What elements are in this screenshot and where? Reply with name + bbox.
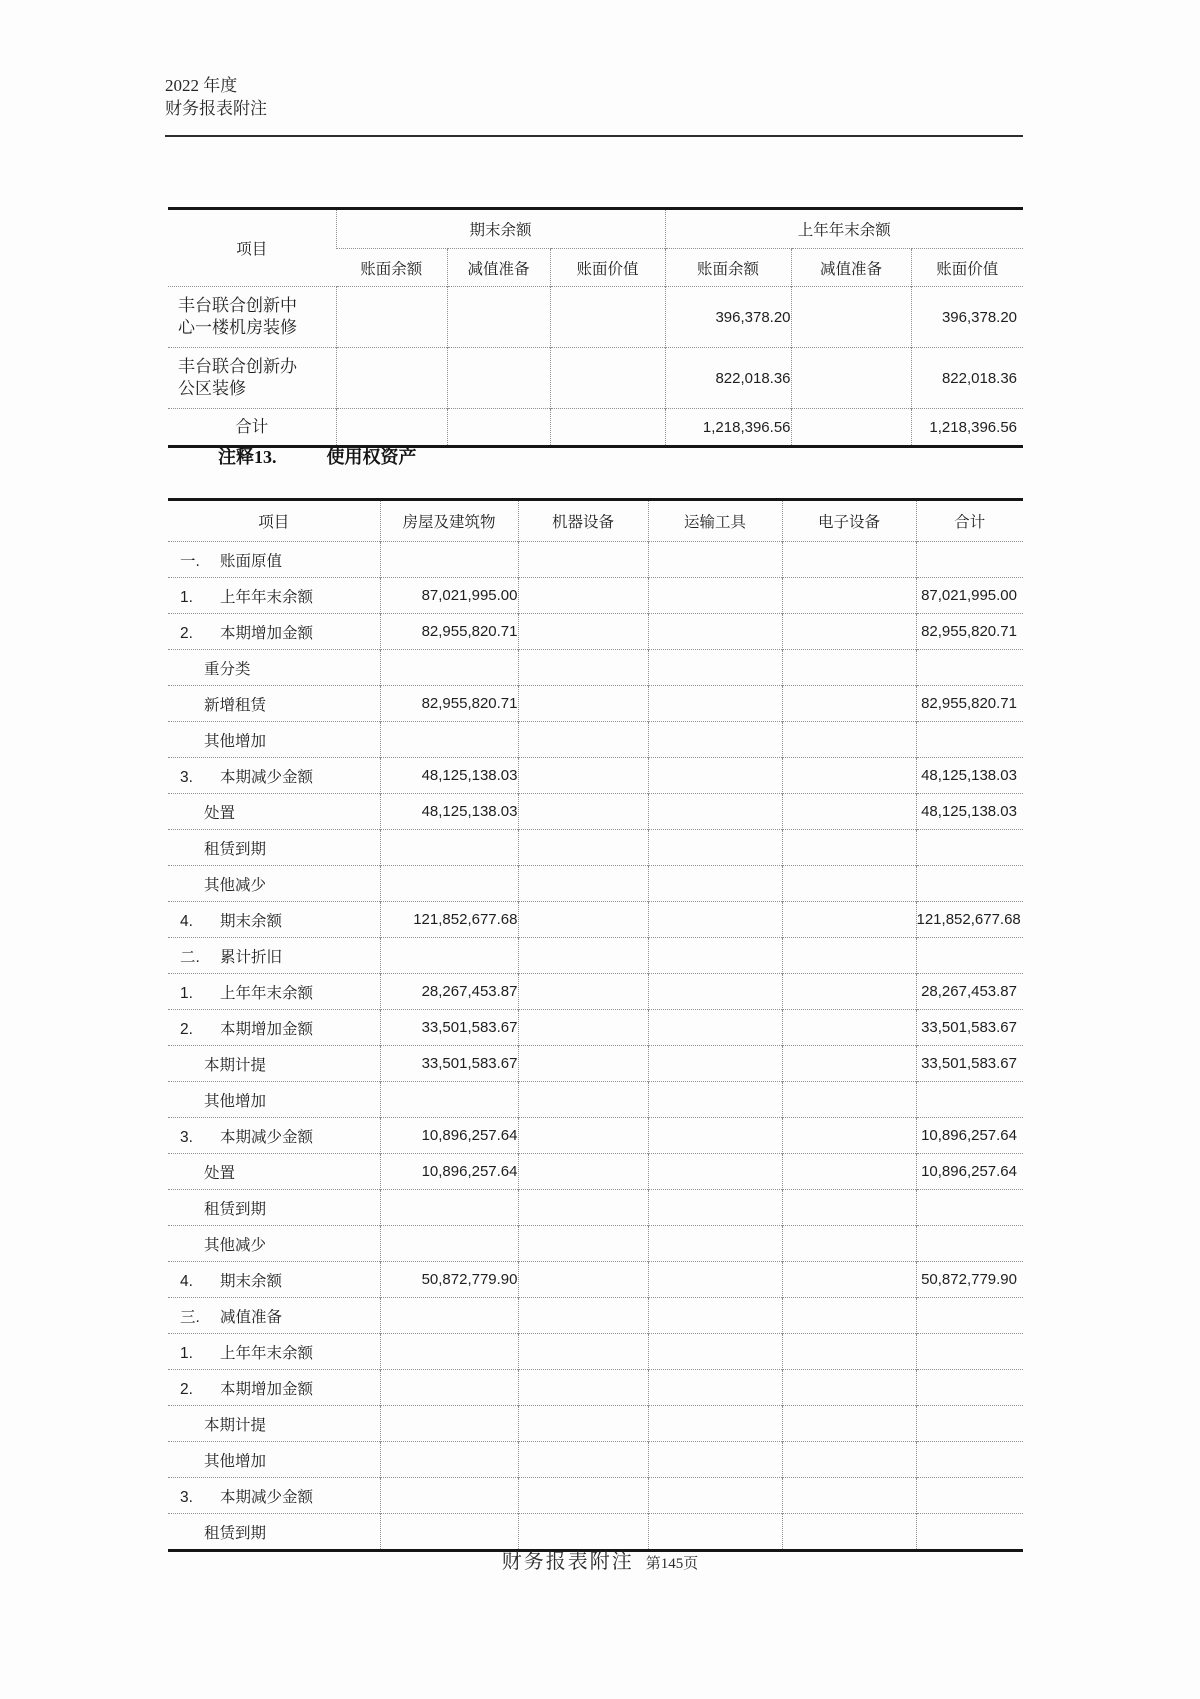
value-cell (380, 1406, 518, 1442)
table-row (168, 614, 1023, 650)
value-cell (648, 758, 782, 794)
value-cell (518, 1370, 648, 1406)
value-cell (380, 1370, 518, 1406)
row-label: 本期增加金额 (220, 1380, 314, 1398)
table-row (168, 938, 1023, 974)
value-cell (648, 650, 782, 686)
value-cell: 33,501,583.67 (916, 1010, 1023, 1046)
value-cell (782, 1226, 916, 1262)
value-cell (648, 794, 782, 830)
table-row (168, 542, 1023, 578)
value-cell: 82,955,820.71 (916, 614, 1023, 650)
value-cell (518, 830, 648, 866)
table-row (168, 1334, 1023, 1370)
table-row (168, 1478, 1023, 1514)
value-cell (648, 1334, 782, 1370)
value-cell (518, 650, 648, 686)
value-cell (380, 1478, 518, 1514)
value-cell (648, 938, 782, 974)
value-cell (550, 348, 665, 409)
item-name-cell (168, 542, 380, 578)
value-cell (916, 1082, 1023, 1118)
footer-title: 财务报表附注 (501, 1551, 634, 1573)
row-label: 租赁到期 (204, 840, 267, 858)
table-row (168, 830, 1023, 866)
row-label: 账面原值 (220, 552, 283, 570)
value-cell (782, 974, 916, 1010)
value-cell (782, 722, 916, 758)
item-name-cell (168, 866, 380, 902)
value-cell (648, 830, 782, 866)
value-cell: 10,896,257.64 (380, 1154, 518, 1190)
value-cell (380, 1190, 518, 1226)
value-cell (380, 722, 518, 758)
row-label: 其他减少 (204, 876, 267, 894)
value-cell: 10,896,257.64 (380, 1118, 518, 1154)
value-cell (782, 578, 916, 614)
table-row (168, 794, 1023, 830)
row-prefix: 3. (180, 1128, 193, 1146)
item-name-cell (168, 1226, 380, 1262)
column-header-electronics: 电子设备 (782, 500, 916, 542)
value-cell (916, 1478, 1023, 1514)
item-name-cell (168, 1154, 380, 1190)
value-cell (518, 1406, 648, 1442)
value-cell (916, 1298, 1023, 1334)
header-year-line: 2022 年度 (165, 76, 238, 95)
row-label: 本期增加金额 (220, 1020, 314, 1038)
value-cell: 87,021,995.00 (916, 578, 1023, 614)
value-cell (518, 542, 648, 578)
column-header-item: 项目 (236, 241, 268, 258)
value-cell (782, 1010, 916, 1046)
value-cell: 87,021,995.00 (380, 578, 518, 614)
item-name-cell (168, 578, 380, 614)
item-name-cell (168, 1406, 380, 1442)
value-cell (916, 1442, 1023, 1478)
value-cell (782, 686, 916, 722)
item-name-cell (168, 758, 380, 794)
value-cell: 396,378.20 (665, 287, 791, 348)
value-cell: 822,018.36 (665, 348, 791, 409)
value-cell (782, 1334, 916, 1370)
value-cell: 48,125,138.03 (916, 794, 1023, 830)
value-cell: 33,501,583.67 (380, 1010, 518, 1046)
row-label: 租赁到期 (204, 1524, 267, 1542)
column-header-total: 合计 (916, 500, 1023, 542)
value-cell (518, 938, 648, 974)
value-cell (916, 650, 1023, 686)
value-cell (380, 1298, 518, 1334)
row-prefix: 4. (180, 912, 193, 930)
subheader-impairment: 减值准备 (791, 249, 911, 287)
row-prefix: 3. (180, 768, 193, 786)
value-cell (518, 1298, 648, 1334)
value-cell (380, 938, 518, 974)
table-row (168, 974, 1023, 1010)
table-row (168, 1118, 1023, 1154)
item-name-cell (168, 974, 380, 1010)
row-label: 其他增加 (204, 1452, 267, 1470)
value-cell (791, 287, 911, 348)
table-row (168, 1082, 1023, 1118)
item-name-cell (168, 1190, 380, 1226)
value-cell (518, 1334, 648, 1370)
value-cell (380, 650, 518, 686)
item-name-cell (168, 1046, 380, 1082)
row-label: 期末余额 (220, 1272, 283, 1290)
value-cell (518, 1226, 648, 1262)
footer-page-number: 第145页 (645, 1556, 699, 1572)
value-cell (916, 1406, 1023, 1442)
value-cell (916, 938, 1023, 974)
value-cell (518, 686, 648, 722)
row-label: 上年年末余额 (220, 1344, 314, 1362)
value-cell (782, 830, 916, 866)
value-cell: 822,018.36 (911, 348, 1023, 409)
value-cell: 121,852,677.68 (380, 902, 518, 938)
value-cell (550, 409, 665, 447)
value-cell: 396,378.20 (911, 287, 1023, 348)
header-title-line: 财务报表附注 (165, 99, 267, 118)
value-cell (916, 830, 1023, 866)
value-cell (916, 1226, 1023, 1262)
row-label: 本期减少金额 (220, 1128, 314, 1146)
item-name-cell (168, 1442, 380, 1478)
value-cell (782, 902, 916, 938)
value-cell (782, 650, 916, 686)
value-cell: 10,896,257.64 (916, 1154, 1023, 1190)
subheader-book-balance: 账面余额 (336, 249, 447, 287)
item-name-cell (168, 1118, 380, 1154)
table-row (168, 287, 1023, 348)
value-cell (782, 1154, 916, 1190)
table-header-row (168, 500, 1023, 542)
value-cell (550, 287, 665, 348)
value-cell (782, 1046, 916, 1082)
value-cell (380, 1442, 518, 1478)
value-cell (518, 1082, 648, 1118)
value-cell (648, 1406, 782, 1442)
subheader-book-value: 账面价值 (911, 249, 1023, 287)
value-cell (791, 409, 911, 447)
value-cell (648, 722, 782, 758)
value-cell (648, 542, 782, 578)
column-group-prior-year-balance: 上年年末余额 (665, 209, 1023, 249)
value-cell (648, 1442, 782, 1478)
value-cell: 121,852,677.68 (916, 902, 1023, 938)
value-cell (648, 1478, 782, 1514)
value-cell (782, 1118, 916, 1154)
value-cell: 48,125,138.03 (380, 794, 518, 830)
note13-number: 注释13. (218, 447, 277, 467)
column-header-buildings: 房屋及建筑物 (380, 500, 518, 542)
table-row (168, 1370, 1023, 1406)
value-cell (518, 1010, 648, 1046)
row-prefix: 1. (180, 984, 193, 1002)
note13-heading (218, 443, 417, 469)
table-row (168, 1154, 1023, 1190)
value-cell (782, 938, 916, 974)
page-header (165, 74, 267, 120)
item-name-cell (168, 794, 380, 830)
value-cell (648, 1190, 782, 1226)
value-cell (380, 1334, 518, 1370)
value-cell (518, 578, 648, 614)
subheader-impairment: 减值准备 (447, 249, 550, 287)
value-cell (447, 409, 550, 447)
value-cell (648, 686, 782, 722)
value-cell (518, 614, 648, 650)
value-cell (336, 348, 447, 409)
value-cell (782, 794, 916, 830)
table-row (168, 902, 1023, 938)
item-name-cell (168, 1334, 380, 1370)
row-label: 租赁到期 (204, 1200, 267, 1218)
value-cell: 1,218,396.56 (911, 409, 1023, 447)
item-name-cell: 丰台联合创新办公区装修 (168, 348, 336, 409)
value-cell (648, 974, 782, 1010)
value-cell (380, 1226, 518, 1262)
table-header-row (168, 209, 1023, 249)
value-cell (782, 1370, 916, 1406)
subheader-book-balance: 账面余额 (665, 249, 791, 287)
value-cell (648, 1082, 782, 1118)
value-cell: 1,218,396.56 (665, 409, 791, 447)
row-label: 本期计提 (204, 1416, 267, 1434)
row-label: 其他增加 (204, 732, 267, 750)
table-row (168, 1298, 1023, 1334)
row-label: 重分类 (204, 660, 251, 678)
value-cell: 50,872,779.90 (380, 1262, 518, 1298)
table-row (168, 650, 1023, 686)
value-cell (782, 1406, 916, 1442)
row-prefix: 2. (180, 1020, 193, 1038)
value-cell (782, 866, 916, 902)
row-label: 减值准备 (220, 1308, 283, 1326)
item-name-cell (168, 686, 380, 722)
value-cell: 48,125,138.03 (380, 758, 518, 794)
value-cell (518, 974, 648, 1010)
value-cell (336, 287, 447, 348)
row-prefix: 1. (180, 588, 193, 606)
table-row (168, 409, 1023, 447)
row-prefix: 2. (180, 624, 193, 642)
value-cell (518, 1154, 648, 1190)
value-cell (916, 1370, 1023, 1406)
value-cell (782, 1442, 916, 1478)
subheader-book-value: 账面价值 (550, 249, 665, 287)
table-row (168, 348, 1023, 409)
item-name-cell (168, 1010, 380, 1046)
item-name-cell (168, 722, 380, 758)
value-cell (518, 902, 648, 938)
column-group-ending-balance: 期末余额 (336, 209, 665, 249)
value-cell (380, 542, 518, 578)
value-cell: 28,267,453.87 (380, 974, 518, 1010)
value-cell (782, 1082, 916, 1118)
value-cell (782, 614, 916, 650)
value-cell: 50,872,779.90 (916, 1262, 1023, 1298)
item-name-cell (168, 1478, 380, 1514)
note13-title: 使用权资产 (326, 447, 417, 467)
value-cell (916, 866, 1023, 902)
item-name-cell (168, 650, 380, 686)
table-row (168, 1406, 1023, 1442)
page-footer (0, 1545, 1200, 1574)
right-of-use-assets-table (168, 498, 1023, 1552)
value-cell (782, 1190, 916, 1226)
row-label: 上年年末余额 (220, 984, 314, 1002)
fixtures-balance-table (168, 207, 1023, 448)
value-cell (782, 1262, 916, 1298)
value-cell (648, 1010, 782, 1046)
item-name-cell (168, 830, 380, 866)
item-name-cell (168, 1262, 380, 1298)
row-prefix: 二. (180, 948, 200, 966)
value-cell: 48,125,138.03 (916, 758, 1023, 794)
table-row (168, 722, 1023, 758)
row-prefix: 2. (180, 1380, 193, 1398)
value-cell: 33,501,583.67 (916, 1046, 1023, 1082)
value-cell (916, 1334, 1023, 1370)
value-cell (518, 794, 648, 830)
header-rule (165, 135, 1023, 137)
value-cell (782, 758, 916, 794)
row-label: 处置 (204, 804, 236, 822)
value-cell (380, 830, 518, 866)
item-name-cell (168, 1370, 380, 1406)
value-cell (518, 758, 648, 794)
value-cell (380, 866, 518, 902)
table-row (168, 1046, 1023, 1082)
row-label: 新增租赁 (204, 696, 267, 714)
table-row (168, 686, 1023, 722)
value-cell (782, 542, 916, 578)
value-cell (518, 1190, 648, 1226)
row-prefix: 一. (180, 552, 200, 570)
table-row (168, 758, 1023, 794)
value-cell (518, 866, 648, 902)
table-row (168, 866, 1023, 902)
value-cell (916, 722, 1023, 758)
value-cell (648, 1046, 782, 1082)
value-cell: 10,896,257.64 (916, 1118, 1023, 1154)
value-cell: 33,501,583.67 (380, 1046, 518, 1082)
row-label: 上年年末余额 (220, 588, 314, 606)
value-cell (782, 1298, 916, 1334)
value-cell (791, 348, 911, 409)
total-row-label: 合计 (168, 409, 336, 447)
value-cell (447, 287, 550, 348)
value-cell (916, 1190, 1023, 1226)
row-label: 其他减少 (204, 1236, 267, 1254)
column-header-item: 项目 (258, 514, 290, 531)
table-row (168, 1262, 1023, 1298)
value-cell: 28,267,453.87 (916, 974, 1023, 1010)
value-cell: 82,955,820.71 (380, 686, 518, 722)
value-cell (648, 614, 782, 650)
value-cell (518, 1442, 648, 1478)
column-header-machinery: 机器设备 (518, 500, 648, 542)
table-row (168, 1190, 1023, 1226)
row-label: 本期增加金额 (220, 624, 314, 642)
table-row (168, 1442, 1023, 1478)
value-cell (648, 1298, 782, 1334)
value-cell (648, 1370, 782, 1406)
row-label: 本期减少金额 (220, 1488, 314, 1506)
value-cell (518, 1262, 648, 1298)
row-label: 处置 (204, 1164, 236, 1182)
column-header-vehicles: 运输工具 (648, 500, 782, 542)
row-prefix: 3. (180, 1488, 193, 1506)
value-cell (518, 722, 648, 758)
value-cell (518, 1118, 648, 1154)
value-cell (518, 1478, 648, 1514)
value-cell (336, 409, 447, 447)
row-label: 累计折旧 (220, 948, 283, 966)
value-cell (648, 866, 782, 902)
value-cell (648, 902, 782, 938)
value-cell (648, 1154, 782, 1190)
value-cell (782, 1478, 916, 1514)
row-prefix: 三. (180, 1308, 200, 1326)
item-name-cell (168, 938, 380, 974)
value-cell (648, 1118, 782, 1154)
row-label: 期末余额 (220, 912, 283, 930)
item-name-cell: 丰台联合创新中心一楼机房装修 (168, 287, 336, 348)
item-name-cell (168, 614, 380, 650)
row-prefix: 1. (180, 1344, 193, 1362)
value-cell (447, 348, 550, 409)
row-label: 本期减少金额 (220, 768, 314, 786)
value-cell (648, 1262, 782, 1298)
row-label: 其他增加 (204, 1092, 267, 1110)
value-cell: 82,955,820.71 (916, 686, 1023, 722)
value-cell: 82,955,820.71 (380, 614, 518, 650)
item-name-cell (168, 902, 380, 938)
row-label: 本期计提 (204, 1056, 267, 1074)
item-name-cell (168, 1298, 380, 1334)
value-cell (648, 1226, 782, 1262)
table-row (168, 1010, 1023, 1046)
value-cell (518, 1046, 648, 1082)
row-prefix: 4. (180, 1272, 193, 1290)
value-cell (916, 542, 1023, 578)
item-name-cell (168, 1082, 380, 1118)
value-cell (648, 578, 782, 614)
table-row (168, 1226, 1023, 1262)
table-row (168, 578, 1023, 614)
value-cell (380, 1082, 518, 1118)
